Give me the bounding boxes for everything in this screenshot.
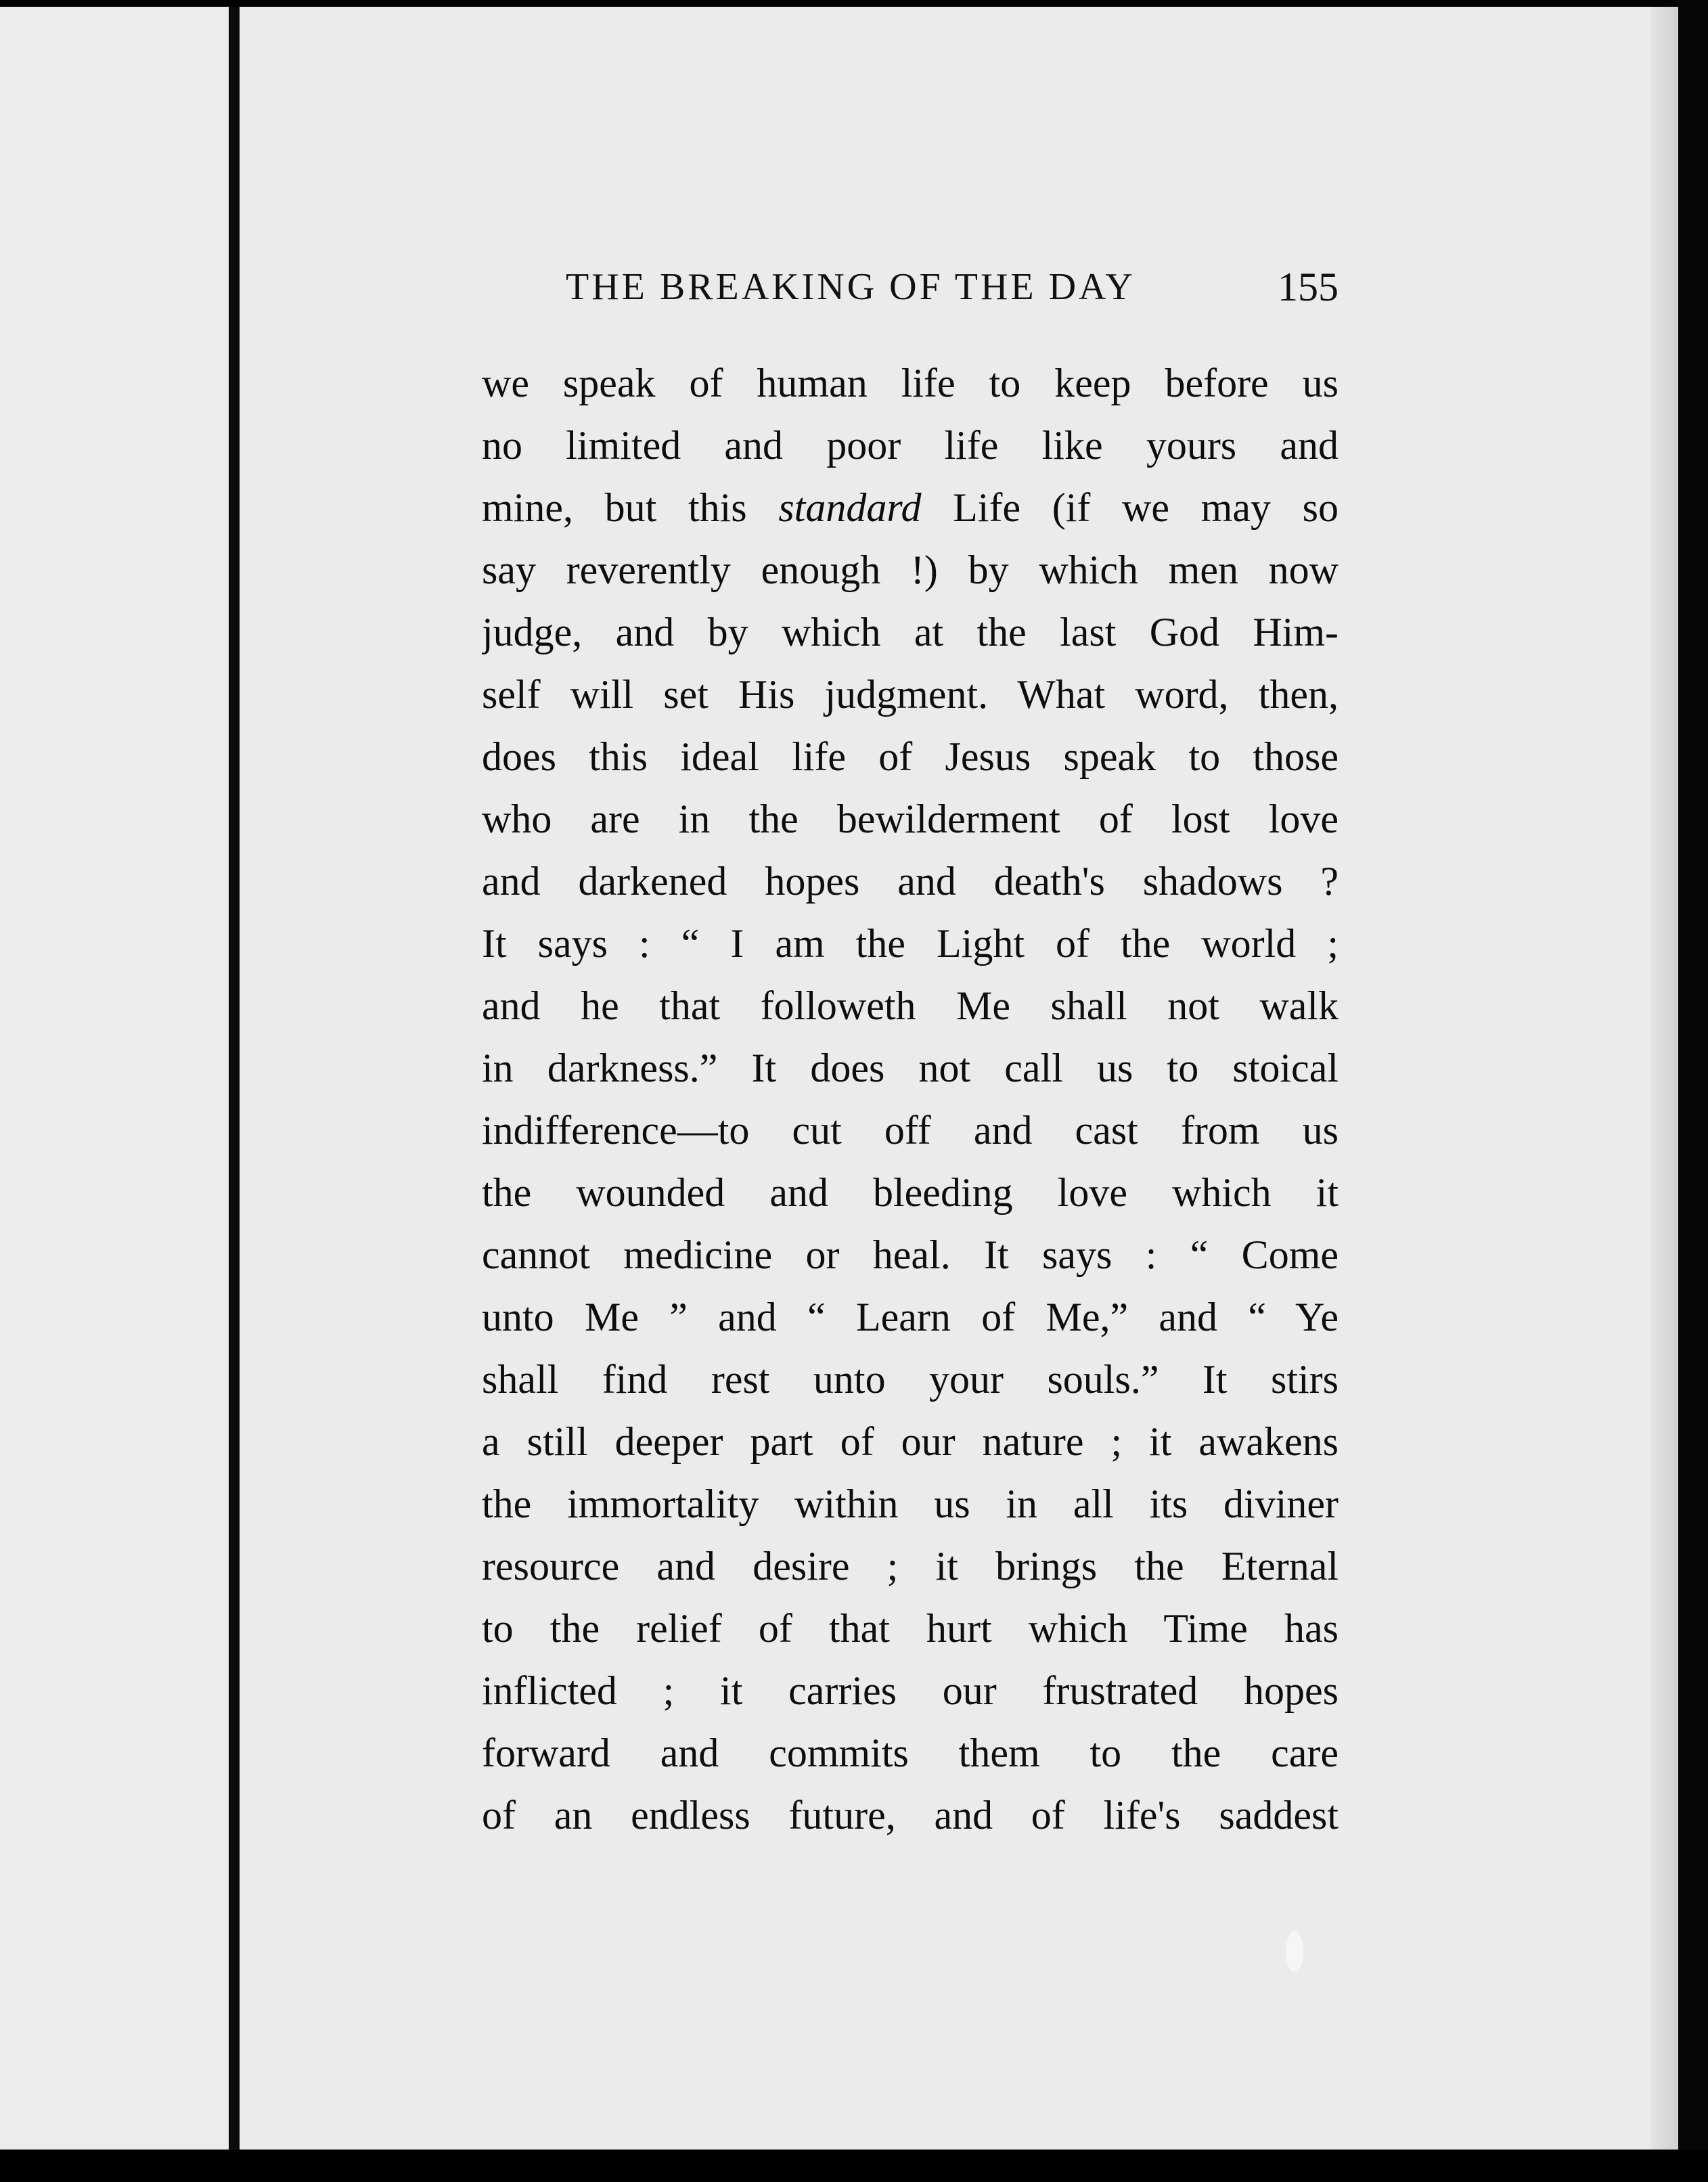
text-line: the immortality within us in all its diviner [482, 1482, 1339, 1526]
text-line: does this ideal life of Jesus speak to those [482, 734, 1339, 779]
text-run: Life (if we may so [921, 485, 1339, 530]
running-head [566, 260, 1339, 314]
text-line: forward and commits them to the care [482, 1731, 1339, 1775]
text-line: unto Me ” and “ Learn of Me,” and “ Ye [482, 1295, 1339, 1339]
text-line: cannot medicine or heal. It says : “ Come [482, 1232, 1339, 1277]
text-line: a still deeper part of our nature ; it awakens [482, 1419, 1339, 1464]
running-head-title: THE BREAKING OF THE DAY [566, 266, 1136, 308]
text-line: who are in the bewilderment of lost love [482, 797, 1339, 841]
text-line: of an endless future, and of life's saddest [482, 1793, 1339, 1838]
text-line: and he that followeth Me shall not walk [482, 983, 1339, 1028]
text-line: in darkness.” It does not call us to stoical [482, 1046, 1339, 1090]
scan-border-bottom [0, 2150, 1708, 2182]
text-line: and darkened hopes and death's shadows ? [482, 859, 1339, 904]
text-line: indifference—to cut off and cast from us [482, 1108, 1339, 1153]
text-line: It says : “ I am the Light of the world ; [482, 921, 1339, 966]
gutter-shadow [229, 7, 240, 2150]
text-line: to the relief of that hurt which Time has [482, 1606, 1339, 1651]
body-text [482, 352, 1339, 1846]
text-line: we speak of human life to keep before us [482, 361, 1339, 405]
text-line: the wounded and bleeding love which it [482, 1170, 1339, 1215]
left-page-sliver [0, 7, 229, 2150]
scan-border-right [1678, 0, 1708, 2182]
text-line: inflicted ; it carries our frustrated hopes [482, 1668, 1339, 1713]
text-line: self will set His judgment. What word, then, [482, 672, 1339, 717]
italic-word: standard [778, 485, 922, 530]
text-line: resource and desire ; it brings the Eternal [482, 1544, 1339, 1588]
text-run: mine, but this [482, 485, 779, 530]
text-line: judge, and by which at the last God Him- [482, 610, 1339, 654]
page-edge-shade [1651, 7, 1678, 2150]
text-line: say reverently enough !) by which men now [482, 548, 1339, 592]
paper-blemish [1286, 1932, 1303, 1972]
text-line: no limited and poor life like yours and [482, 423, 1339, 468]
page-number: 155 [1278, 265, 1339, 309]
text-line [482, 476, 1339, 539]
text-line: shall find rest unto your souls.” It stirs [482, 1357, 1339, 1402]
